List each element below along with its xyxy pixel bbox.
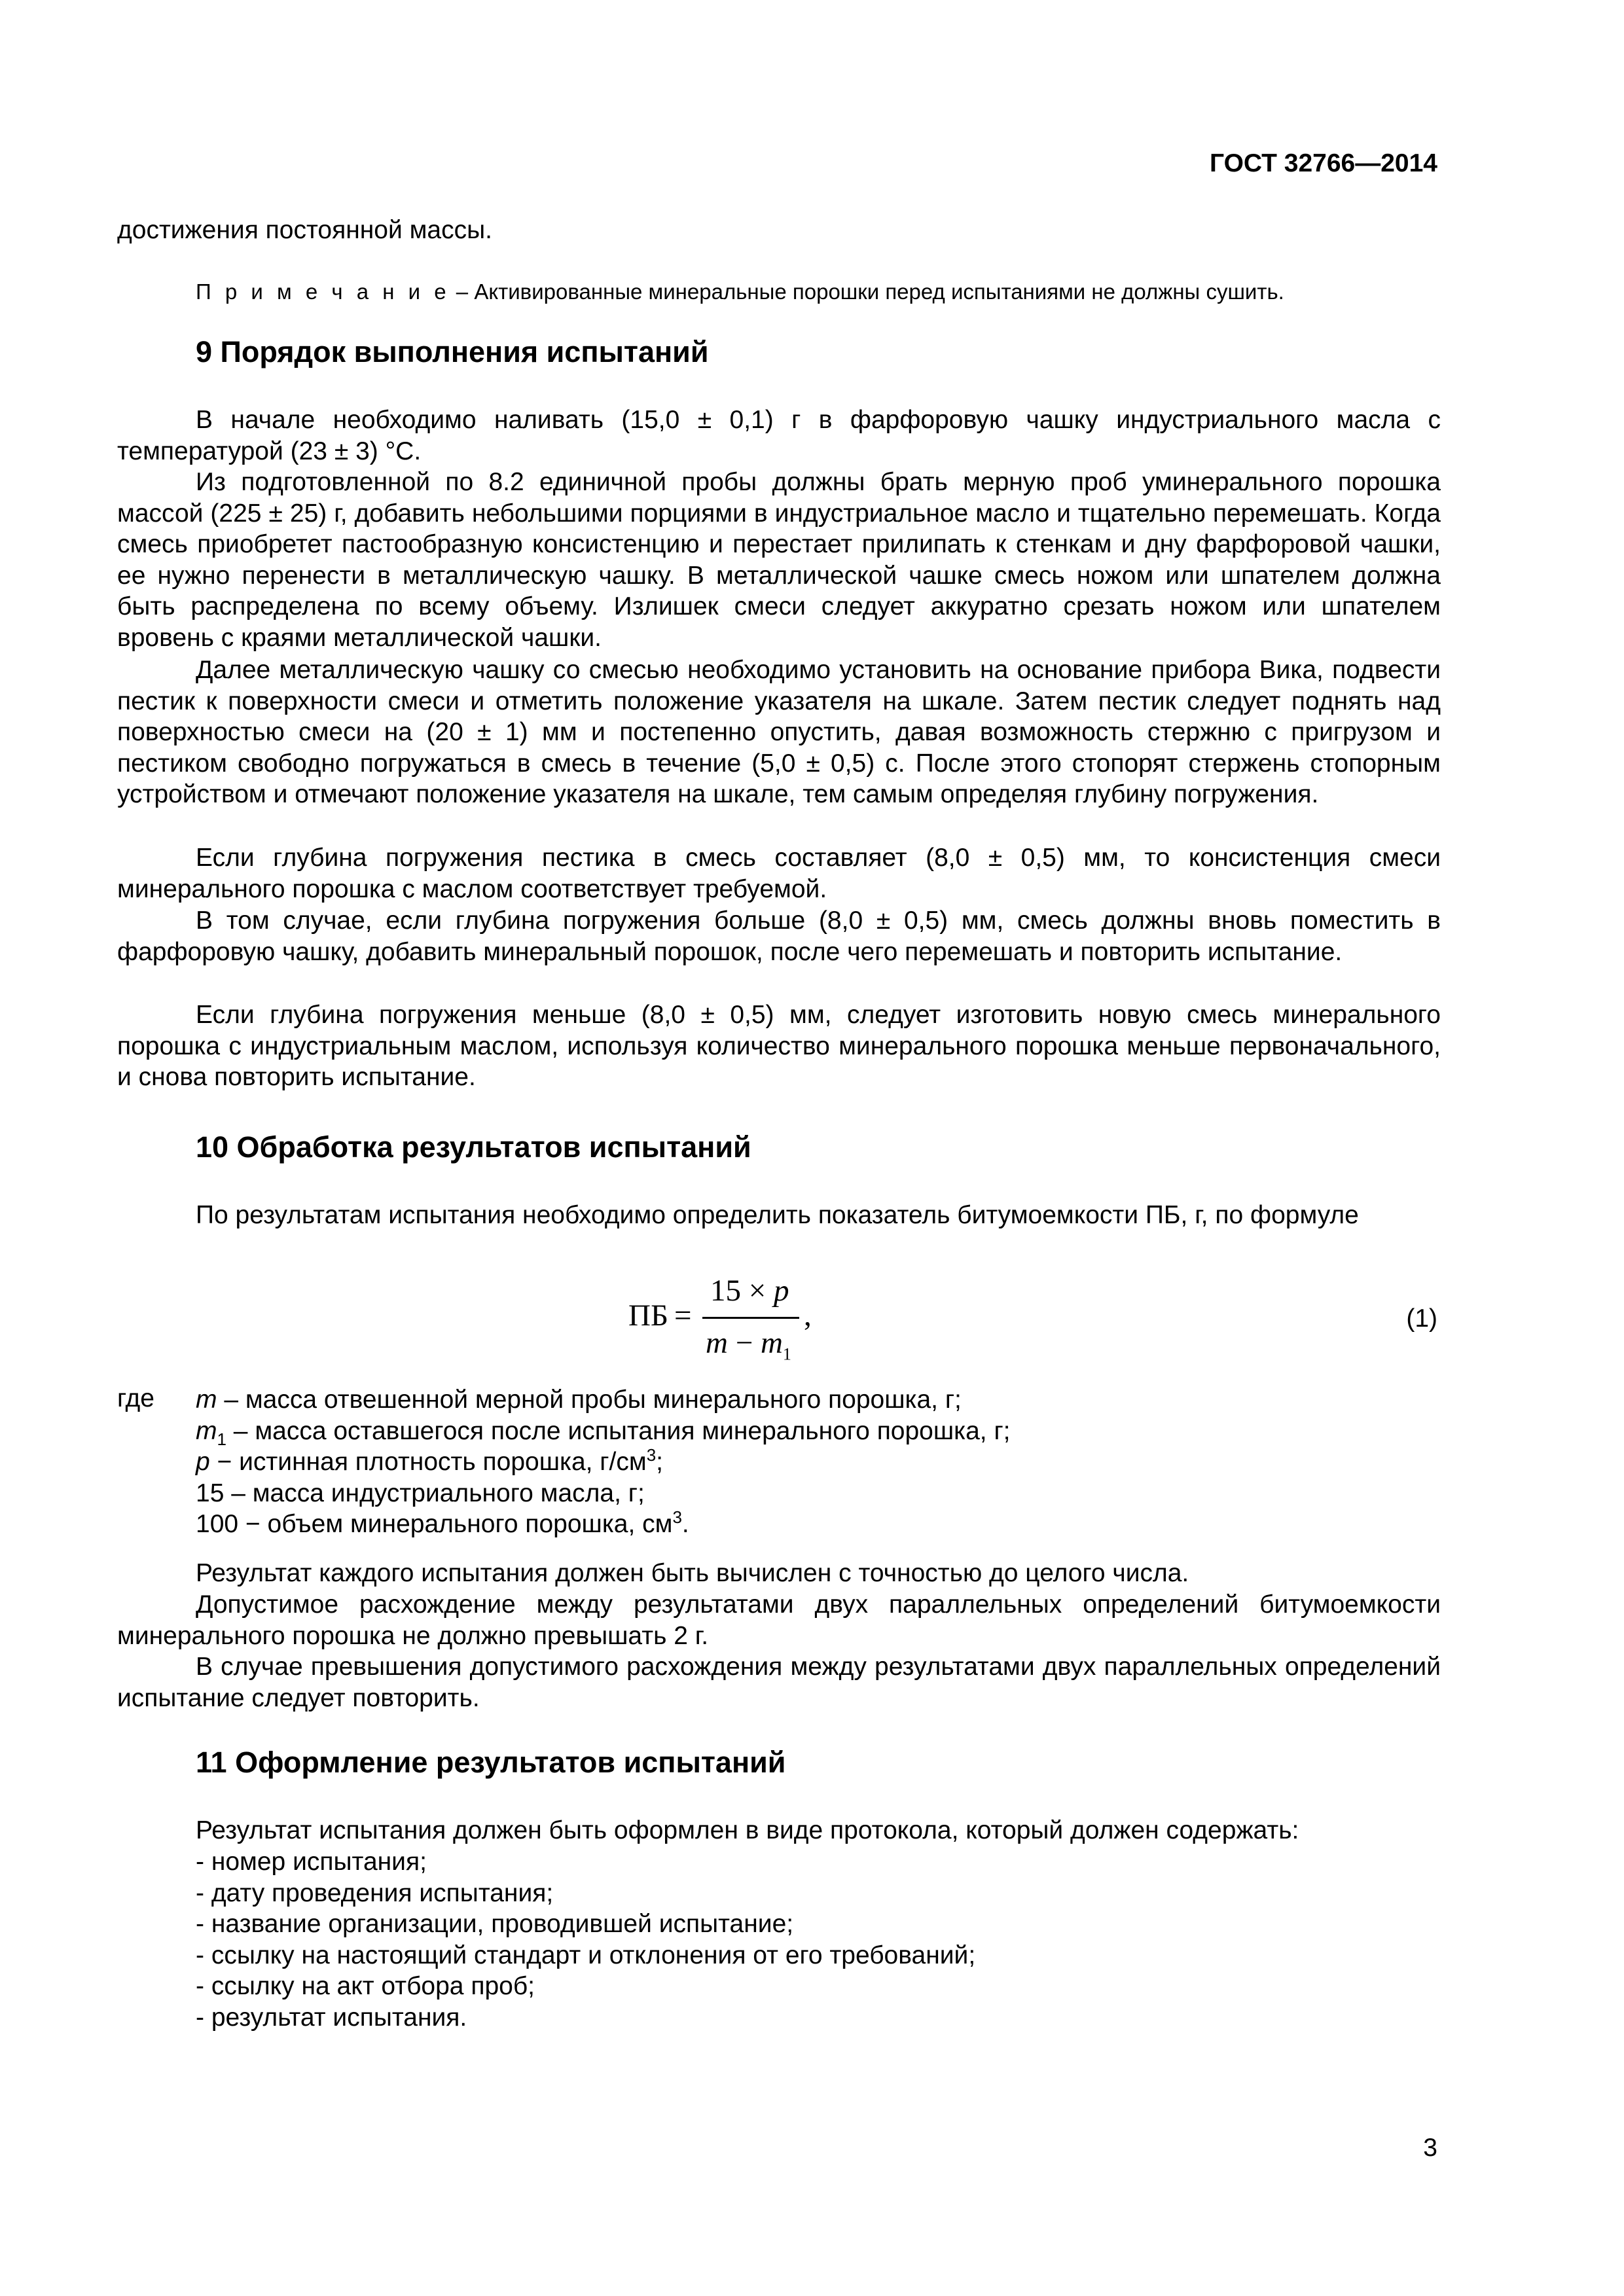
standard-header: ГОСТ 32766—2014 (1210, 149, 1437, 177)
section-10-paragraph-2: Результат каждого испытания должен быть вычислен с точностью до целого числа. (196, 1559, 1189, 1587)
section-10-paragraph-4: В случае превышения допустимого расхождения между результатами двух параллельных определений испытание следует повторить. (117, 1653, 1441, 1712)
section-11-paragraph-1: Результат испытания должен быть оформлен в виде протокола, который должен содержать: (196, 1816, 1299, 1844)
formula-denominator: $m - m_1$ (706, 1326, 791, 1364)
equation-number: (1) (1406, 1304, 1437, 1333)
list-item: - результат испытания. (196, 2003, 467, 2032)
section-9-paragraph-2: Из подготовленной по 8.2 единичной пробы должны брать мерную проб уминерального порошка массой (225 ± 25) г, добавить небольшими порциями в индустриальное масло и тщательно перемешать. Когда смесь приобретет пастообразную консистенцию и перестает прилипать к стенкам и дну фарфоровой чашки, ее нужно перенести в металлическую чашку. В металлической чашке смесь ножом или шпателем должна быть распределена по всему объему. Излишек смеси следует аккуратно срезать ножом или шпателем вровень с краями металлической чашки. (117, 468, 1441, 652)
variable-definitions (196, 1384, 1439, 1540)
formula-equals: = (674, 1299, 692, 1333)
definition-m: m – масса отвешенной мерной пробы минерального порошка, г; (196, 1386, 962, 1414)
formula-comma: , (804, 1299, 812, 1333)
where-label: где (117, 1384, 154, 1412)
definition-p: p − истинная плотность порошка, $г/см^3$; (196, 1445, 663, 1476)
note-text: – Активированные минеральные порошки перед испытаниями не должны сушить. (450, 279, 1284, 304)
formula-numerator: 15 × p (710, 1274, 789, 1308)
list-item: - дату проведения испытания; (196, 1878, 554, 1907)
list-item: - название организации, проводившей испытание; (196, 1910, 794, 1938)
page-number: 3 (1423, 2134, 1437, 2162)
note-label: П р и м е ч а н и е (196, 279, 450, 304)
section-10-paragraph-3: Допустимое расхождение между результатами двух параллельных определений битумоемкости минерального порошка не должно превышать 2 г. (117, 1590, 1441, 1650)
section-10-paragraph-1: По результатам испытания необходимо определить показатель битумоемкости ПБ, г, по формуле (196, 1201, 1359, 1229)
note (117, 278, 1441, 306)
list-item: - ссылку на настоящий стандарт и отклонения от его требований; (196, 1941, 976, 1969)
section-11-title: 11 Оформление результатов испытаний (196, 1746, 786, 1779)
list-item: - номер испытания; (196, 1848, 427, 1876)
fraction-bar (702, 1317, 799, 1319)
definition-15: 15 – масса индустриального масла, г; (196, 1479, 645, 1507)
section-9-paragraph-3: Далее металлическую чашку со смесью необходимо установить на основание прибора Вика, подвести пестик к поверхности смеси и отметить положение указателя на шкале. Затем пестик следует поднять над поверхностью смеси на (20 ± 1) мм и постепенно опустить, давая возможность стержню с пригрузом и пестиком свободно погружаться в смесь в течение (5,0 ± 0,5) с. После этого стопорят стержень стопорным устройством и отмечают положение указателя на шкале, тем самым определяя глубину погружения. (117, 656, 1441, 808)
section-9-paragraph-6: Если глубина погружения меньше (8,0 ± 0,5) мм, следует изготовить новую смесь минерального порошка с индустриальным маслом, используя количество минерального порошка меньше первоначального, и снова повторить испытание. (117, 1001, 1441, 1091)
section-10-title: 10 Обработка результатов испытаний (196, 1130, 751, 1164)
section-9-paragraph-4: Если глубина погружения пестика в смесь составляет (8,0 ± 0,5) мм, то консистенция смеси минерального порошка с маслом соответствует требуемой. (117, 844, 1441, 903)
formula-lhs: ПБ (628, 1299, 668, 1333)
list-item: - ссылку на акт отбора проб; (196, 1972, 535, 2000)
definition-100: 100 − объем минерального порошка, $см^3$. (196, 1507, 689, 1538)
section-9-title: 9 Порядок выполнения испытаний (196, 335, 709, 368)
protocol-contents-list (196, 1846, 975, 2033)
definition-m1: $m_1$ – масса оставшегося после испытания минерального порошка, г; (196, 1416, 1011, 1449)
formula-1 (628, 1273, 956, 1371)
section-9-paragraph-1: В начале необходимо наливать (15,0 ± 0,1) г в фарфоровую чашку индустриального масла с температурой (23 ± 3) °С. (117, 406, 1441, 465)
section-9-paragraph-5: В том случае, если глубина погружения больше (8,0 ± 0,5) мм, смесь должны вновь поместить в фарфоровую чашку, добавить минеральный порошок, после чего перемешать и повторить испытание. (117, 906, 1441, 966)
intro-continuation: достижения постоянной массы. (117, 216, 492, 244)
